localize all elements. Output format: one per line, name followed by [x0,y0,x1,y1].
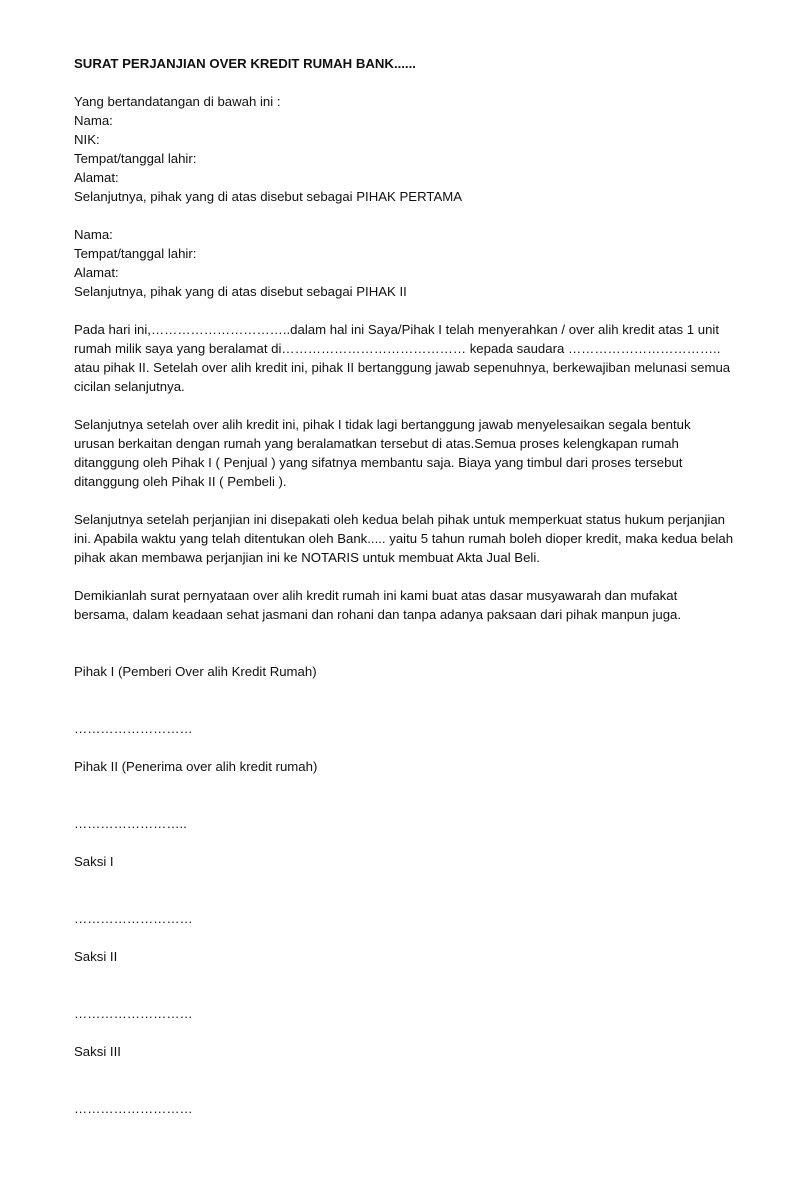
signature-saksi-3 [74,1042,734,1118]
signature-line: ……………………… [74,1101,193,1116]
signature-pihak-1 [74,662,734,738]
paragraph-notary: Selanjutnya setelah perjanjian ini disepakati oleh kedua belah pihak untuk memperkuat status hukum perjanjian ini. Apabila waktu yang telah ditentukan oleh Bank..... yaitu 5 tahun rumah boleh dioper kredit, maka kedua belah pihak akan membawa perjanjian ini ke NOTARIS untuk membuat Akta Jual Beli. [74,512,734,565]
signature-label: Saksi III [74,1044,121,1059]
paragraph-responsibility: Selanjutnya setelah over alih kredit ini, pihak I tidak lagi bertanggung jawab menyelesaikan segala bentuk urusan berkaitan dengan rumah yang beralamatkan tersebut di atas.Semua proses kelengkapan rumah ditanggung oleh Pihak I ( Penjual ) yang sifatnya membantu saja. Biaya yang timbul dari proses tersebut ditanggung oleh Pihak II ( Pembeli ). [74,417,691,489]
alamat-label: Alamat: [74,265,119,280]
ttl-label: Tempat/tanggal lahir: [74,151,197,166]
signature-line: ……………………… [74,1006,193,1021]
signature-label: Saksi I [74,854,114,869]
ttl-label: Tempat/tanggal lahir: [74,246,197,261]
signature-line: …………………….. [74,816,187,831]
document-page [74,54,734,1118]
signature-pihak-2 [74,757,734,833]
signature-label: Pihak I (Pemberi Over alih Kredit Rumah) [74,664,317,679]
signature-line: ……………………… [74,911,193,926]
pihak-pertama-section [74,92,734,206]
signature-label: Pihak II (Penerima over alih kredit rumah) [74,759,318,774]
signature-saksi-1 [74,852,734,928]
intro-text: Yang bertandatangan di bawah ini : [74,94,281,109]
nik-label: NIK: [74,132,100,147]
nama-label: Nama: [74,113,113,128]
alamat-label: Alamat: [74,170,119,185]
signature-line: ……………………… [74,721,193,736]
pihak-pertama-closing: Selanjutnya, pihak yang di atas disebut sebagai PIHAK PERTAMA [74,189,463,204]
nama-label: Nama: [74,227,113,242]
pihak-kedua-section [74,225,734,301]
document-title: SURAT PERJANJIAN OVER KREDIT RUMAH BANK...... [74,56,416,71]
signature-saksi-2 [74,947,734,1023]
signature-label: Saksi II [74,949,118,964]
paragraph-agreement: Pada hari ini,…………………………..dalam hal ini Saya/Pihak I telah menyerahkan / over alih kredit atas 1 unit rumah milik saya yang beralamat di…………………………………… kepada saudara …………………………….. atau pihak II. Setelah over alih kredit ini, pihak II bertanggung jawab sepenuhnya, berkewajiban melunasi semua cicilan selanjutnya. [74,322,731,394]
pihak-kedua-closing: Selanjutnya, pihak yang di atas disebut sebagai PIHAK II [74,284,407,299]
paragraph-closing: Demikianlah surat pernyataan over alih kredit rumah ini kami buat atas dasar musyawarah dan mufakat bersama, dalam keadaan sehat jasmani dan rohani dan tanpa adanya paksaan dari pihak manpun juga. [74,588,682,622]
